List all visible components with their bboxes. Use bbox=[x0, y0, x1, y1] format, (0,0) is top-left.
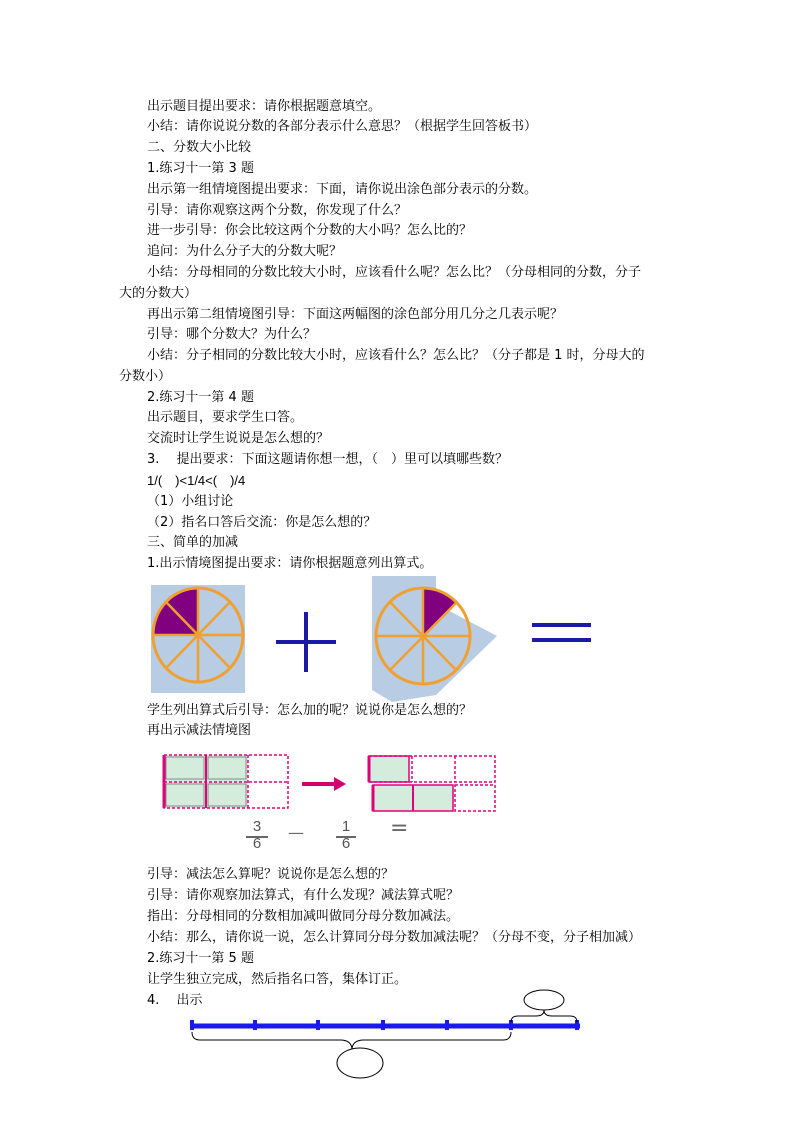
answer-oval-bottom bbox=[337, 1048, 383, 1078]
text-line: 1.出示情境图提出要求：请你根据题意列出算式。 bbox=[147, 556, 433, 571]
text-line: 小结：请你说说分数的各部分表示什么意思？（根据学生回答板书） bbox=[147, 119, 538, 134]
text-line: 出示题目提出要求：请你根据题意填空。 bbox=[147, 99, 382, 114]
text-line: 再出示第二组情境图引导：下面这两幅图的涂色部分用几分之几表示呢？ bbox=[147, 307, 564, 322]
numerator: 3 bbox=[252, 818, 262, 835]
equals-sign-text: = bbox=[390, 816, 409, 841]
numerator: 1 bbox=[341, 818, 351, 835]
text-line: 引导：请你观察这两个分数，你发现了什么？ bbox=[147, 203, 408, 218]
text-line: 1.练习十一第 3 题 bbox=[147, 161, 254, 176]
text-line: 小结：分母相同的分数比较大小时，应该看什么呢？怎么比？（分母相同的分数，分子 bbox=[147, 265, 642, 280]
text-line: 引导：请你观察加法算式，有什么发现？减法算式呢？ bbox=[147, 888, 460, 903]
text-line: 让学生独立完成，然后指名口答，集体订正。 bbox=[147, 972, 408, 987]
inequality-line: 1/( )<1/4<( )/4 bbox=[147, 473, 246, 488]
number-line bbox=[190, 1020, 580, 1030]
text-line: 引导：减法怎么算呢？说说你是怎么想的？ bbox=[147, 867, 395, 882]
denominator: 6 bbox=[341, 835, 351, 852]
text-line: 再出示减法情境图 bbox=[147, 723, 252, 738]
section-heading: 二、分数大小比较 bbox=[147, 140, 252, 155]
minus-sign: — bbox=[288, 823, 304, 842]
bottom-brace bbox=[192, 1032, 511, 1050]
text-line: 分数小） bbox=[119, 369, 172, 384]
top-brace bbox=[511, 1010, 577, 1022]
answer-oval-top bbox=[524, 990, 564, 1010]
text-line: 进一步引导：你会比较这两个分数的大小吗？怎么比的？ bbox=[147, 223, 473, 238]
text-line: 学生列出算式后引导：怎么加的呢？说说你是怎么想的？ bbox=[147, 703, 473, 718]
text-line: （1）小组讨论 bbox=[147, 494, 234, 509]
text-line: 3. 提出要求：下面这题请你想一想，（ ）里可以填哪些数？ bbox=[147, 452, 509, 467]
text-line: 2.练习十一第 4 题 bbox=[147, 390, 254, 405]
text-line: 交流时让学生说说是怎么想的？ bbox=[147, 431, 330, 446]
denominator: 6 bbox=[252, 835, 262, 852]
text-line: 追问：为什么分子大的分数大呢？ bbox=[147, 244, 343, 259]
text-line: 出示题目，要求学生口答。 bbox=[147, 410, 304, 425]
text-line: 小结：分子相同的分数比较大小时，应该看什么？怎么比？（分子都是 1 时，分母大的 bbox=[147, 348, 645, 363]
text-line: （2）指名口答后交流：你是怎么想的？ bbox=[147, 515, 377, 530]
text-line: 小结：那么，请你说一说，怎么计算同分母分数加减法呢？（分母不变，分子相加减） bbox=[147, 930, 642, 945]
section-heading: 三、简单的加减 bbox=[147, 535, 239, 550]
text-line: 引导：哪个分数大？为什么？ bbox=[147, 327, 317, 342]
text-line: 2.练习十一第 5 题 bbox=[147, 951, 254, 966]
text-line: 出示第一组情境图提出要求：下面，请你说出涂色部分表示的分数。 bbox=[147, 182, 538, 197]
text-line: 指出：分母相同的分数相加减叫做同分母分数加减法。 bbox=[147, 909, 460, 924]
text-line: 4. 出示 bbox=[147, 993, 203, 1008]
text-line: 大的分数大） bbox=[119, 286, 198, 301]
